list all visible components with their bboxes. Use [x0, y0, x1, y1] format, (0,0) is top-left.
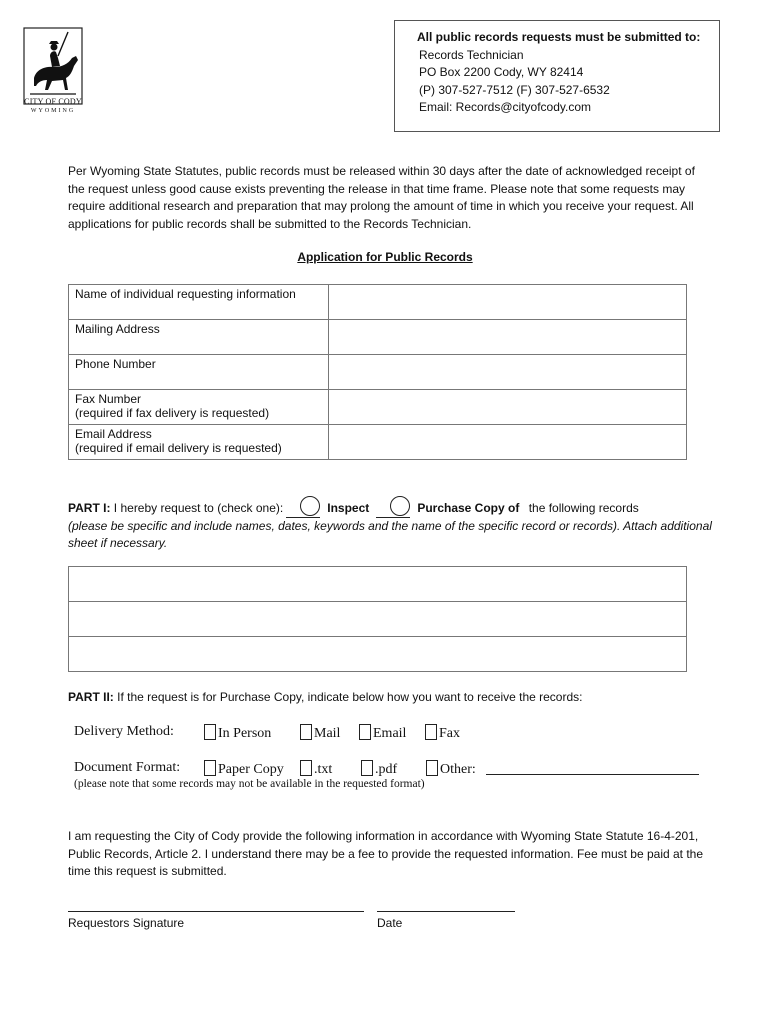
table-row [69, 390, 687, 425]
logo-city-text: CITY OF CODY [24, 97, 82, 106]
format-paper-copy-option[interactable] [204, 760, 284, 778]
checkbox[interactable] [425, 724, 437, 740]
format-other-option[interactable] [426, 760, 476, 778]
contact-line-2: PO Box 2200 Cody, WY 82414 [419, 65, 584, 79]
part-one-label: PART I: [68, 501, 111, 515]
purchase-underline [376, 503, 410, 518]
part-one-instructions: (please be specific and include names, dates, keywords and the name of the specific record or records). Attach additional sheet if necessary. [68, 518, 712, 550]
option-label: Other: [440, 762, 476, 777]
label-mailing-address: Mailing Address [69, 320, 329, 355]
delivery-email-option[interactable] [359, 724, 406, 742]
form-title: Application for Public Records [297, 250, 473, 264]
request-line-1[interactable] [69, 567, 687, 602]
option-label: In Person [218, 726, 272, 741]
fax-field[interactable] [328, 390, 686, 425]
contact-line-3: (P) 307-527-7512 (F) 307-527-6532 [419, 82, 610, 97]
signature-label: Requestors Signature [68, 916, 185, 930]
delivery-mail-option[interactable] [300, 724, 340, 742]
purchase-option-label: Purchase Copy of [417, 501, 520, 515]
inspect-option-label: Inspect [327, 501, 370, 515]
contact-line-4: Email: Records@cityofcody.com [419, 100, 592, 114]
option-label: .pdf [375, 762, 398, 777]
option-label: Fax [439, 726, 460, 741]
table-row [69, 285, 687, 320]
part-one-section [68, 496, 718, 553]
checkbox[interactable] [359, 724, 371, 740]
checkbox[interactable] [300, 724, 312, 740]
contact-line-1: Records Technician [419, 47, 524, 62]
table-row [69, 425, 687, 460]
date-line[interactable] [377, 911, 515, 912]
date-label: Date [377, 916, 403, 930]
checkbox[interactable] [426, 760, 438, 776]
checkbox[interactable] [361, 760, 373, 776]
format-pdf-option[interactable] [361, 760, 397, 778]
part-two-label: PART II: [68, 690, 114, 704]
format-note: (please note that some records may not be available in the requested format) [74, 778, 425, 790]
label-phone: Phone Number [69, 355, 329, 390]
email-note-text: (required if email delivery is requested) [75, 441, 282, 455]
format-txt-option[interactable] [300, 760, 332, 778]
logo-state-text: WYOMING [30, 108, 76, 114]
submission-contact-box [394, 20, 720, 132]
inspect-underline [286, 503, 320, 518]
checkbox[interactable] [300, 760, 312, 776]
fee-statement-paragraph: I am requesting the City of Cody provide the following information in accordance with Wyoming State Statute 16-4-201, Public Records, Article 2. I understand there may be a fee to provide the requested information. Fee must be paid at the time this request is submitted. [68, 829, 704, 878]
email-field[interactable] [328, 425, 686, 460]
fax-note-text: (required if fax delivery is requested) [75, 406, 270, 420]
table-row [69, 355, 687, 390]
checkbox[interactable] [204, 760, 216, 776]
requester-info-table [68, 284, 687, 460]
table-row [69, 602, 687, 637]
table-row [69, 320, 687, 355]
label-name: Name of individual requesting information [69, 285, 329, 320]
other-format-field[interactable] [486, 774, 699, 775]
part-two-text: If the request is for Purchase Copy, indicate below how you want to receive the records: [117, 690, 583, 704]
document-format-label: Document Format: [74, 760, 181, 775]
intro-paragraph: Per Wyoming State Statutes, public records must be released within 30 days after the date of acknowledged receipt of the request unless good cause exists preventing the release in that time frame. Please note that some requests may require additional research and preparation that may prolong the amount of time in which you receive your request. All applications for public records shall be submitted to the Records Technician. [68, 164, 695, 231]
signature-line[interactable] [68, 911, 364, 912]
records-request-table [68, 566, 687, 672]
part-two-header [68, 690, 582, 704]
delivery-in-person-option[interactable] [204, 724, 271, 742]
contact-heading: All public records requests must be submitted to: [417, 30, 701, 44]
request-line-2[interactable] [69, 602, 687, 637]
option-label: Email [373, 726, 407, 741]
mailing-address-field[interactable] [328, 320, 686, 355]
email-label-text: Email Address [75, 427, 152, 441]
part-one-tail: the following records [528, 501, 639, 515]
label-email [69, 425, 329, 460]
table-row [69, 567, 687, 602]
fax-label-text: Fax Number [75, 392, 142, 406]
label-fax [69, 390, 329, 425]
checkbox[interactable] [204, 724, 216, 740]
phone-field[interactable] [328, 355, 686, 390]
option-label: .txt [314, 762, 333, 777]
option-label: Mail [314, 726, 341, 741]
request-line-3[interactable] [69, 637, 687, 672]
delivery-fax-option[interactable] [425, 724, 460, 742]
option-label: Paper Copy [218, 762, 284, 777]
name-field[interactable] [328, 285, 686, 320]
part-one-text: I hereby request to (check one): [113, 501, 284, 515]
delivery-method-label: Delivery Method: [74, 724, 174, 739]
table-row [69, 637, 687, 672]
